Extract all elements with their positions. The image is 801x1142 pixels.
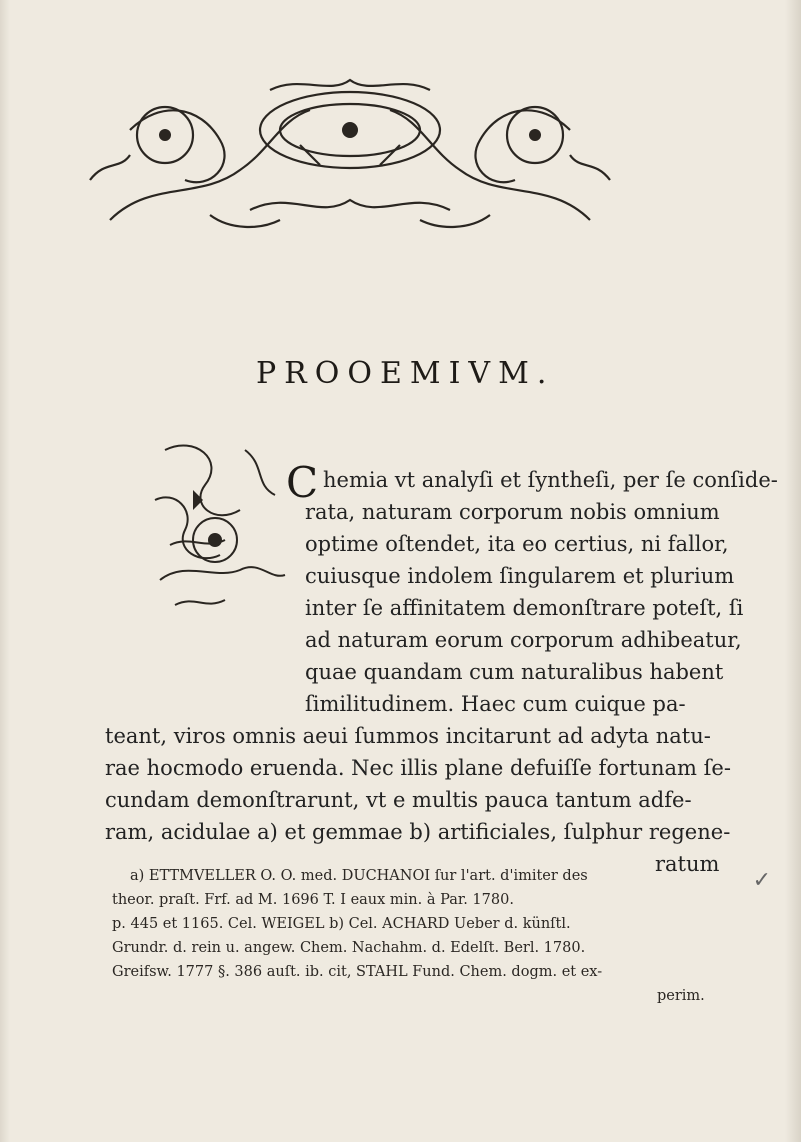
text-line: cundam demonſtrarunt, vt e multis pauca tantum adfe- (105, 788, 692, 812)
page-right-shadow (785, 0, 801, 1142)
text-line: optime oſtendet, ita eo certius, ni fallor, (305, 532, 729, 556)
text-line: ratum (655, 852, 720, 876)
margin-mark-icon: ✓ (752, 868, 771, 893)
text-line: ram, acidulae a) et gemmae b) artificiales, ſulphur regene- (105, 820, 731, 844)
text-line: ad naturam eorum corporum adhibeatur, (305, 628, 742, 652)
footnote-line: Grundr. d. rein u. angew. Chem. Nachahm. d. Edelſt. Berl. 1780. (112, 940, 586, 956)
text-line: hemia vt analyſi et ſyntheſi, per ſe conſide- (323, 468, 778, 492)
text-line: ſimilitudinem. Haec cum cuique pa- (305, 692, 686, 716)
text-line: cuiusque indolem ſingularem et plurium (305, 564, 735, 588)
text-line: inter ſe affinitatem demonſtrare poteſt, ſi (305, 596, 744, 620)
page-left-shadow (0, 0, 10, 1142)
footnote-line: perim. (657, 988, 705, 1004)
text-line: rae hocmodo eruenda. Nec illis plane defuiſſe fortunam ſe- (105, 756, 731, 780)
text-line: teant, viros omnis aeui ſummos incitarunt ad adyta natu- (105, 724, 711, 748)
footnote-line: a) ETTMVELLER O. O. med. DUCHANOI ſur l'art. d'imiter des (130, 868, 588, 884)
headpiece-ornament (70, 70, 630, 235)
footnote-line: theor. praſt. Frf. ad M. 1696 T. I eaux min. à Par. 1780. (112, 892, 514, 908)
footnote-line: Greifsw. 1777 §. 386 auſt. ib. cit, STAHL Fund. Chem. dogm. et ex- (112, 964, 603, 980)
footnote-line: p. 445 et 1165. Cel. WEIGEL b) Cel. ACHARD Ueber d. künſtl. (112, 916, 571, 932)
page-heading: PROOEMIVM. (256, 356, 555, 391)
text-line: rata, naturam corporum nobis omnium (305, 500, 720, 524)
text-line: quae quandam cum naturalibus habent (305, 660, 724, 684)
drop-cap-letter: C (286, 458, 319, 507)
